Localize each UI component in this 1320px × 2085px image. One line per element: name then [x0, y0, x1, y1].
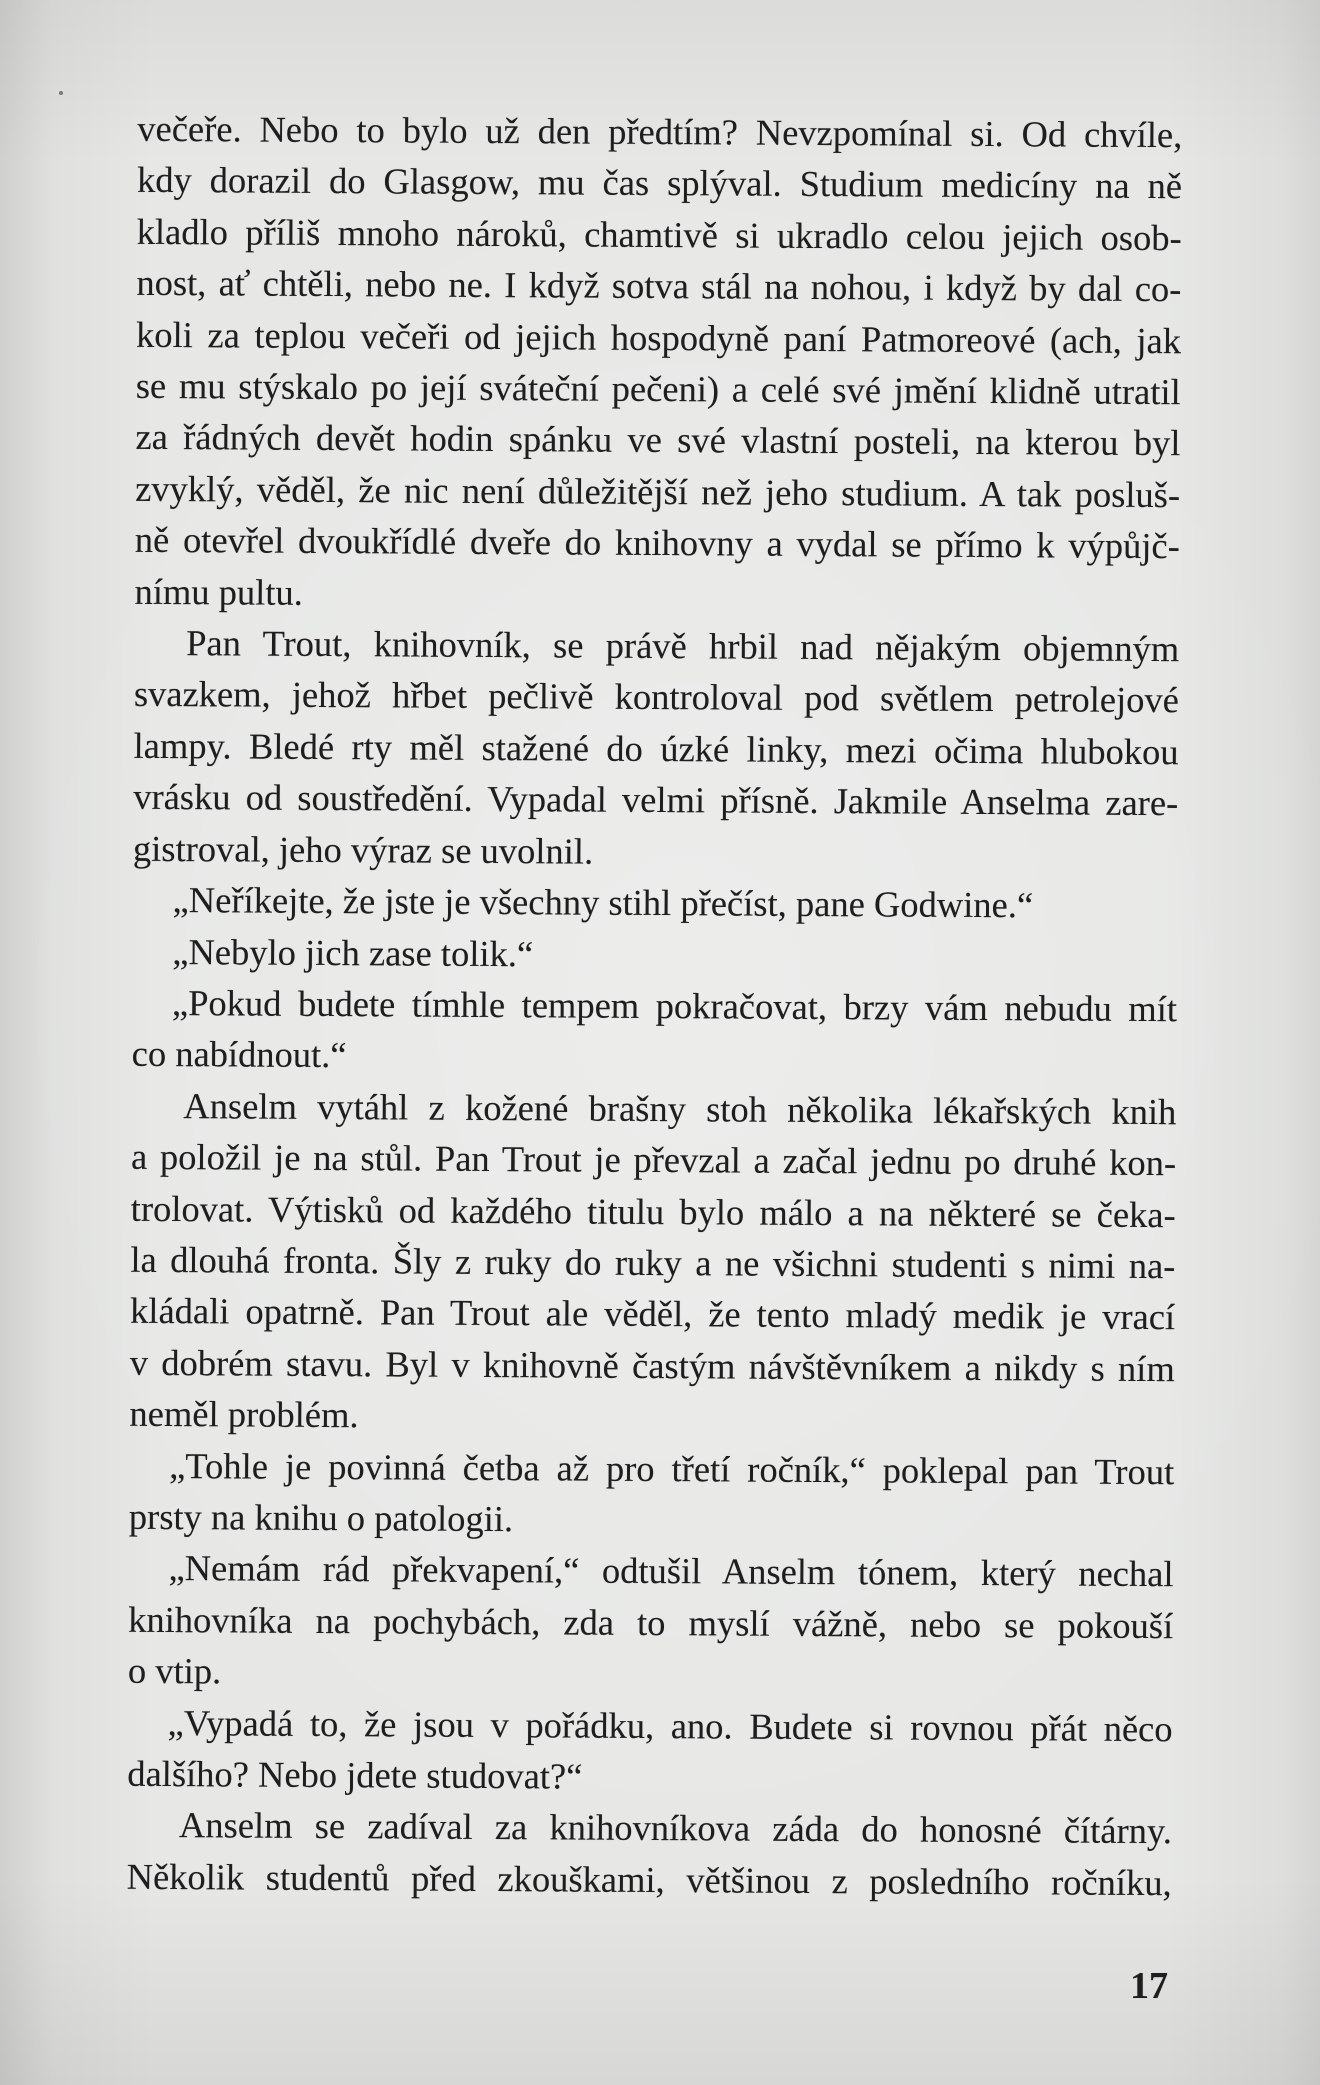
- text-line: trolovat. Výtisků od každého titulu bylo málo a na některé se čeka-: [130, 1187, 1176, 1235]
- dialogue-paragraph: [132, 874, 1177, 932]
- text-line: ně otevřel dvoukřídlé dveře do knihovny a vydal se přímo k výpůjč-: [134, 519, 1180, 567]
- text-line: svazkem, jehož hřbet pečlivě kontroloval pod světlem petrolejové: [133, 673, 1180, 721]
- text-line: „Pokud budete tímhle tempem pokračovat, brzy vám nebudu mít: [171, 981, 1178, 1030]
- paragraph: [134, 103, 1182, 623]
- text-line: „Vypadá to, že jsou v pořádku, ano. Budete si rovnou přát něco: [167, 1701, 1173, 1749]
- paragraph: [127, 1799, 1173, 1908]
- dialogue-paragraph: [132, 977, 1178, 1086]
- text-line: koli za teplou večeři od jejich hospodyně paní Patmoreové (ach, jak: [135, 313, 1182, 361]
- paper-speck: [59, 91, 63, 95]
- text-line: Anselm vytáhl z kožené brašny stoh několika lékařských knih: [183, 1084, 1177, 1132]
- text-line: kládali opatrně. Pan Trout ale věděl, že tento mladý medik je vrací: [130, 1290, 1176, 1338]
- text-line: „Tohle je povinná četba až pro třetí ročník,“ poklepal pan Trout: [169, 1444, 1175, 1492]
- text-line: Pan Trout, knihovník, se právě hrbil nad nějakým objemným: [186, 622, 1180, 670]
- text-line: prsty na knihu o patologii.: [128, 1495, 514, 1540]
- text-line: nímu pultu.: [134, 570, 303, 613]
- text-line: „Nemám rád překvapení,“ odtušil Anselm tónem, který nechal: [168, 1547, 1174, 1595]
- text-line: a položil je na stůl. Pan Trout je převzal a začal jednu po druhé kon-: [130, 1135, 1177, 1184]
- text-line: za řádných devět hodin spánku ve své vlastní posteli, na kterou byl: [135, 416, 1181, 464]
- body-text: [127, 103, 1183, 1909]
- text-line: kladlo příliš mnoho nároků, chamtivě si ukradlo celou jejich osob-: [136, 210, 1182, 259]
- text-line: Několik studentů před zkouškami, většinou z posledního ročníku,: [126, 1855, 1172, 1903]
- text-line: lampy. Bledé rty měl stažené do úzké linky, mezi očima hlubokou: [133, 724, 1179, 773]
- dialogue-paragraph: [128, 1542, 1174, 1703]
- paragraph: [129, 1080, 1176, 1446]
- dialogue-paragraph: [129, 1439, 1175, 1548]
- text-line: vrásku od soustředění. Vypadal velmi přísně. Jakmile Anselma zare-: [133, 776, 1179, 824]
- text-line: „Neříkejte, že jste je všechny stihl přečíst, pane Godwine.“: [172, 879, 1034, 926]
- page-number: 17: [1130, 1965, 1168, 2007]
- text-line: dalšího? Nebo jdete studovat?“: [127, 1752, 583, 1797]
- text-line: neměl problém.: [129, 1392, 359, 1436]
- text-line: Anselm se zadíval za knihovníkova záda do honosné čítárny.: [178, 1804, 1173, 1852]
- text-line: co nabídnout.“: [131, 1033, 347, 1076]
- text-line: zvyklý, věděl, že nic není důležitější než jeho studium. A tak posluš-: [135, 467, 1181, 516]
- text-line: la dlouhá fronta. Šly z ruky do ruky a ne všichni studenti s nimi na-: [130, 1238, 1176, 1287]
- text-line: večeře. Nebo to bylo už den předtím? Nevzpomínal si. Od chvíle,: [137, 107, 1183, 156]
- dialogue-paragraph: [127, 1696, 1173, 1805]
- dialogue-paragraph: [132, 925, 1177, 983]
- text-line: se mu stýskalo po její sváteční pečeni) a celé své jmění klidně utratil: [135, 364, 1181, 413]
- text-line: knihovníka na pochybách, zda to myslí vážně, nebo se pokouší: [128, 1598, 1174, 1646]
- text-line: o vtip.: [127, 1649, 222, 1692]
- text-line: v dobrém stavu. Byl v knihovně častým návštěvníkem a nikdy s ním: [129, 1341, 1175, 1389]
- text-line: kdy dorazil do Glasgow, mu čas splýval. Studium medicíny na ně: [136, 159, 1183, 207]
- paragraph: [133, 617, 1180, 880]
- text-line: „Nebylo jich zase tolik.“: [172, 930, 534, 974]
- text-line: nost, ať chtěli, nebo ne. I když sotva stál na nohou, i když by dal co-: [136, 262, 1182, 310]
- text-line: gistroval, jeho výraz se uvolnil.: [132, 827, 594, 872]
